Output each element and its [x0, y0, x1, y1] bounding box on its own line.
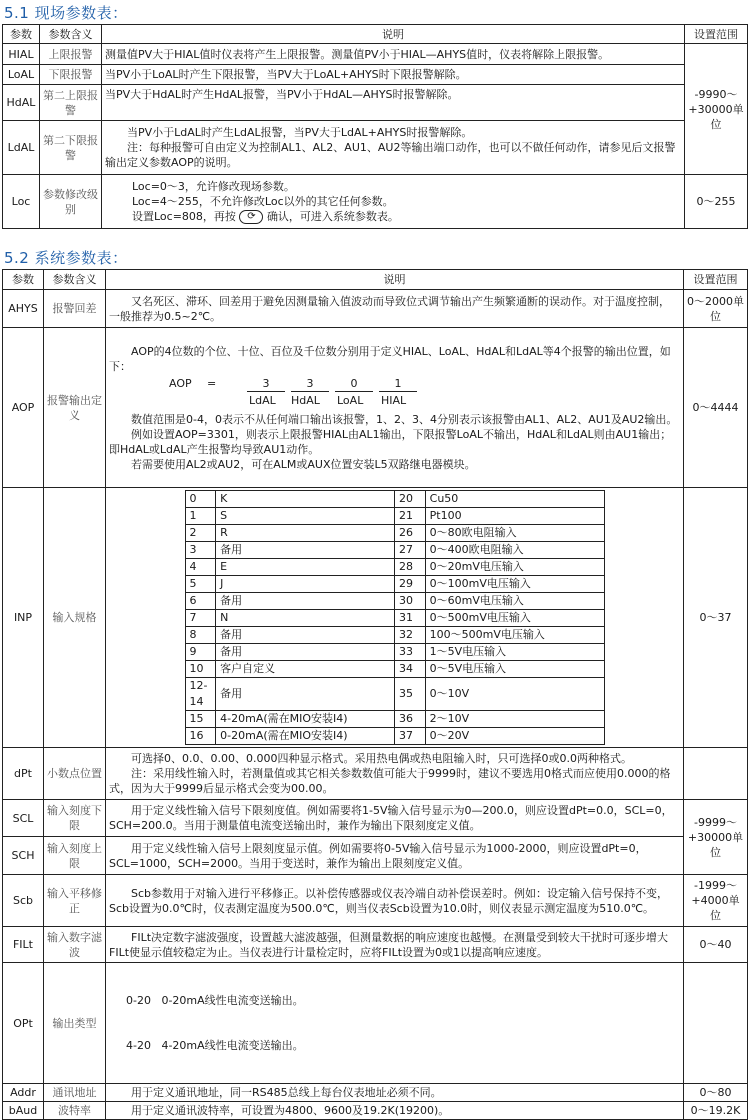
- desc-line: Loc=4～255，不允许修改Loc以外的其它任何参数。: [132, 195, 394, 208]
- param-desc: 用于定义通讯波特率，可设置为4800、9600及19.2K(19200)。: [106, 1102, 684, 1120]
- table-row: [3, 44, 748, 65]
- param-code: OPt: [3, 963, 44, 1084]
- header-range: 设置范围: [684, 270, 748, 290]
- param-meaning: 参数修改级别: [40, 175, 102, 229]
- header-desc: 说明: [102, 25, 685, 44]
- input-type-right: 0～400欧电阻输入: [425, 542, 604, 559]
- input-spec-row: [185, 491, 604, 508]
- param-meaning: 上限报警: [40, 44, 102, 65]
- field-parameter-table: [2, 24, 748, 229]
- aop-digit-label: LdAL: [249, 393, 276, 407]
- input-code-left: 7: [185, 610, 216, 627]
- formula-label: AOP: [169, 376, 192, 390]
- param-desc: [106, 328, 684, 488]
- param-meaning: 输入规格: [44, 488, 106, 748]
- input-type-left: 备用: [216, 627, 395, 644]
- aop-formula: [169, 376, 680, 410]
- aop-digit-label: LoAL: [337, 393, 364, 407]
- input-type-right: 100～500mV电压输入: [425, 627, 604, 644]
- input-spec-table: [185, 490, 605, 745]
- input-code-right: 27: [394, 542, 425, 559]
- param-range: -1999～+4000单位: [684, 875, 748, 927]
- param-meaning: 报警输出定义: [44, 328, 106, 488]
- input-spec-row: [185, 728, 604, 745]
- param-range: 0～37: [684, 488, 748, 748]
- input-type-left: 客户自定义: [216, 661, 395, 678]
- param-desc: [102, 175, 685, 229]
- input-type-left: 备用: [216, 593, 395, 610]
- table-row: [3, 328, 748, 488]
- param-range: 0～40: [684, 927, 748, 963]
- table-row: [3, 800, 748, 837]
- enter-key-icon: ⟳: [239, 210, 263, 224]
- param-meaning: 第二上限报警: [40, 85, 102, 121]
- aop-digit: 0: [335, 376, 373, 392]
- aop-digit: 1: [379, 376, 417, 392]
- header-meaning: 参数含义: [40, 25, 102, 44]
- param-code: dPt: [3, 748, 44, 800]
- param-code: HdAL: [3, 85, 40, 121]
- input-code-left: 1: [185, 508, 216, 525]
- input-code-right: 35: [394, 678, 425, 711]
- input-type-right: 0～60mV电压输入: [425, 593, 604, 610]
- input-code-left: 8: [185, 627, 216, 644]
- input-code-left: 9: [185, 644, 216, 661]
- input-code-right: 21: [394, 508, 425, 525]
- param-desc: [106, 963, 684, 1084]
- param-meaning: 输入平移修正: [44, 875, 106, 927]
- param-range: 0～255: [685, 175, 748, 229]
- desc-line: 数值范围是0-4，0表示不从任何端口输出该报警，1、2、3、4分别表示该报警由AL1、AL2、AU1及AU2输出。: [131, 412, 678, 426]
- param-meaning: 输入数字滤波: [44, 927, 106, 963]
- input-spec-row: [185, 542, 604, 559]
- table-row: [3, 65, 748, 85]
- input-type-right: 0～80欧电阻输入: [425, 525, 604, 542]
- aop-digit-label: HdAL: [291, 393, 320, 407]
- input-code-right: 26: [394, 525, 425, 542]
- input-type-right: Cu50: [425, 491, 604, 508]
- table-row: [3, 748, 748, 800]
- param-desc: 用于定义线性输入信号上限刻度显示值。例如需要将0-5V输入信号显示为1000-2000，则应设置dPt=0，SCL=1000，SCH=2000。当用于变送时，兼作为输出上限刻度定义值。: [106, 837, 684, 875]
- input-code-left: 16: [185, 728, 216, 745]
- desc-line: 0-20 0-20mA线性电流变送输出。: [126, 994, 304, 1007]
- aop-digit: 3: [291, 376, 329, 392]
- input-spec-row: [185, 644, 604, 661]
- input-type-left: S: [216, 508, 395, 525]
- input-code-right: 29: [394, 576, 425, 593]
- input-spec-row: [185, 559, 604, 576]
- table-row: [3, 121, 748, 175]
- input-type-left: J: [216, 576, 395, 593]
- param-meaning: 输入刻度上限: [44, 837, 106, 875]
- param-desc: [106, 488, 684, 748]
- param-desc: 用于定义通讯地址，同一RS485总线上每台仪表地址必须不同。: [106, 1084, 684, 1102]
- desc-line: [132, 209, 681, 224]
- param-desc: 又名死区、滞环、回差用于避免因测量输入值波动而导致位式调节输出产生频繁通断的误动作。对于温度控制，一般推荐为0.5~2℃。: [106, 290, 684, 328]
- input-code-right: 33: [394, 644, 425, 661]
- desc-line: 可选择0、0.0、0.00、0.000四种显示格式。采用热电偶或热电阻输入时，只可选择0或0.0两种格式。: [131, 752, 632, 765]
- param-range: 0～19.2K: [684, 1102, 748, 1120]
- input-code-left: 2: [185, 525, 216, 542]
- scale-range: -9999～+30000单位: [684, 800, 748, 875]
- param-code: Loc: [3, 175, 40, 229]
- input-type-right: 0～20V: [425, 728, 604, 745]
- param-code: LoAL: [3, 65, 40, 85]
- param-desc: 当PV小于LoAL时产生下限报警，当PV大于LoAL+AHYS时下限报警解除。: [102, 65, 685, 85]
- param-meaning: 通讯地址: [44, 1084, 106, 1102]
- input-type-left: K: [216, 491, 395, 508]
- input-type-left: R: [216, 525, 395, 542]
- table-row: [3, 837, 748, 875]
- param-code: AHYS: [3, 290, 44, 328]
- input-spec-row: [185, 610, 604, 627]
- input-spec-row: [185, 576, 604, 593]
- table-row: [3, 1102, 748, 1120]
- param-desc: 当PV大于HdAL时产生HdAL报警，当PV小于HdAL—AHYS时报警解除。: [102, 85, 685, 121]
- table-row: [3, 927, 748, 963]
- input-code-left: 5: [185, 576, 216, 593]
- param-code: AOP: [3, 328, 44, 488]
- header-meaning: 参数含义: [44, 270, 106, 290]
- desc-line: Loc=0～3，允许修改现场参数。: [132, 180, 295, 193]
- desc-line: 4-20 4-20mA线性电流变送输出。: [126, 1039, 304, 1052]
- param-desc: Scb参数用于对输入进行平移修正。以补偿传感器或仪表冷端自动补偿误差时。例如：设定输入信号保持不变，Scb设置为0.0℃时，仪表测定温度为500.0℃，则当仪表Scb设置为10.0时，则仪表显示测定温度为510.0℃。: [106, 875, 684, 927]
- input-code-left: 4: [185, 559, 216, 576]
- param-desc: 测量值PV大于HIAL值时仪表将产生上限报警。测量值PV小于HIAL—AHYS值时，仪表将解除上限报警。: [102, 44, 685, 65]
- param-meaning: 下限报警: [40, 65, 102, 85]
- input-type-right: Pt100: [425, 508, 604, 525]
- desc-note: 注：采用线性输入时，若测量值或其它相关参数数值可能大于9999时，建议不要选用0格式而应使用0.000的格式，因为大于9999后显示格式会变为00.00。: [109, 767, 671, 795]
- input-code-left: 10: [185, 661, 216, 678]
- input-type-right: 0～500mV电压输入: [425, 610, 604, 627]
- input-type-right: 0～100mV电压输入: [425, 576, 604, 593]
- input-type-right: 2～10V: [425, 711, 604, 728]
- input-code-left: 15: [185, 711, 216, 728]
- input-code-right: 31: [394, 610, 425, 627]
- input-type-right: 0～10V: [425, 678, 604, 711]
- alarm-range: -9990～+30000单位: [685, 44, 748, 175]
- param-desc: [102, 121, 685, 175]
- input-type-right: 1～5V电压输入: [425, 644, 604, 661]
- input-code-left: 12-14: [185, 678, 216, 711]
- input-spec-row: [185, 508, 604, 525]
- input-type-right: 0～5V电压输入: [425, 661, 604, 678]
- param-range: 0～80: [684, 1084, 748, 1102]
- header-desc: 说明: [106, 270, 684, 290]
- input-code-right: 32: [394, 627, 425, 644]
- desc-line: AOP的4位数的个位、十位、百位及千位数分别用于定义HIAL、LoAL、HdAL和LdAL等4个报警的输出位置，如下：: [109, 344, 671, 373]
- param-code: LdAL: [3, 121, 40, 175]
- param-range: 0～2000单位: [684, 290, 748, 328]
- header-param: 参数: [3, 25, 40, 44]
- input-type-left: 4-20mA(需在MIO安装I4): [216, 711, 395, 728]
- param-code: FILt: [3, 927, 44, 963]
- desc-line: 例如设置AOP=3301，则表示上限报警HIAL由AL1输出，下限报警LoAL不输出，HdAL和LdAL则由AU1输出；即HdAL或LdAL产生报警均导致AU1动作。: [109, 427, 672, 456]
- input-spec-row: [185, 593, 604, 610]
- system-parameter-table: [2, 269, 748, 1120]
- param-code: Scb: [3, 875, 44, 927]
- input-spec-row: [185, 711, 604, 728]
- desc-text: 设置Loc=808，再按: [132, 210, 236, 223]
- param-code: HIAL: [3, 44, 40, 65]
- table-row: [3, 85, 748, 121]
- aop-digit-label: HIAL: [381, 393, 407, 407]
- input-spec-row: [185, 627, 604, 644]
- param-range: 0～4444: [684, 328, 748, 488]
- input-type-left: E: [216, 559, 395, 576]
- input-spec-row: [185, 661, 604, 678]
- input-code-right: 28: [394, 559, 425, 576]
- section-2-title: 5.2 系统参数表：: [4, 249, 128, 267]
- param-code: INP: [3, 488, 44, 748]
- param-code: Addr: [3, 1084, 44, 1102]
- header-param: 参数: [3, 270, 44, 290]
- param-desc: 用于定义线性输入信号下限刻度值。例如需要将1-5V输入信号显示为0—200.0，则应设置dPt=0.0，SCL=0，SCH=200.0。当用于测量值电流变送输出时，兼作为输出下限刻度定义值。: [106, 800, 684, 837]
- input-type-left: 0-20mA(需在MIO安装I4): [216, 728, 395, 745]
- input-type-left: N: [216, 610, 395, 627]
- param-desc: [106, 748, 684, 800]
- aop-digit: 3: [247, 376, 285, 392]
- formula-eq: =: [207, 376, 217, 390]
- input-spec-row: [185, 525, 604, 542]
- param-code: SCL: [3, 800, 44, 837]
- desc-line: 若需要使用AL2或AU2，可在ALM或AUX位置安装L5双路继电器模块。: [131, 457, 476, 471]
- param-meaning: 输入刻度下限: [44, 800, 106, 837]
- input-spec-row: [185, 678, 604, 711]
- param-meaning: 波特率: [44, 1102, 106, 1120]
- param-meaning: 小数点位置: [44, 748, 106, 800]
- input-type-left: 备用: [216, 542, 395, 559]
- table-row: [3, 488, 748, 748]
- table-row: [3, 175, 748, 229]
- input-code-right: 34: [394, 661, 425, 678]
- param-desc: FILt决定数字滤波强度，设置越大滤波越强，但测量数据的响应速度也越慢。在测量受到较大干扰时可逐步增大FILt使显示值较稳定为止。当仪表进行计量检定时，应将FILt设置为0或1以提高响应速度。: [106, 927, 684, 963]
- param-meaning: 第二下限报警: [40, 121, 102, 175]
- param-meaning: 输出类型: [44, 963, 106, 1084]
- table-row: [3, 875, 748, 927]
- header-range: 设置范围: [685, 25, 748, 44]
- desc-line: 当PV小于LdAL时产生LdAL报警，当PV大于LdAL+AHYS时报警解除。: [127, 126, 473, 139]
- table-row: [3, 1084, 748, 1102]
- table-row: [3, 963, 748, 1084]
- param-code: SCH: [3, 837, 44, 875]
- input-type-left: 备用: [216, 678, 395, 711]
- input-code-right: 36: [394, 711, 425, 728]
- section-1-title: 5.1 现场参数表：: [4, 4, 128, 22]
- input-code-right: 20: [394, 491, 425, 508]
- input-code-right: 30: [394, 593, 425, 610]
- input-type-left: 备用: [216, 644, 395, 661]
- input-code-right: 37: [394, 728, 425, 745]
- param-meaning: 报警回差: [44, 290, 106, 328]
- desc-note: 注：每种报警可自由定义为控制AL1、AL2、AU1、AU2等输出端口动作，也可以不做任何动作，请参见后文报警输出定义参数AOP的说明。: [105, 141, 676, 169]
- input-code-left: 6: [185, 593, 216, 610]
- table-row: [3, 290, 748, 328]
- desc-text: 确认，可进入系统参数表。: [266, 210, 399, 223]
- param-code: bAud: [3, 1102, 44, 1120]
- input-code-left: 0: [185, 491, 216, 508]
- input-code-left: 3: [185, 542, 216, 559]
- input-type-right: 0～20mV电压输入: [425, 559, 604, 576]
